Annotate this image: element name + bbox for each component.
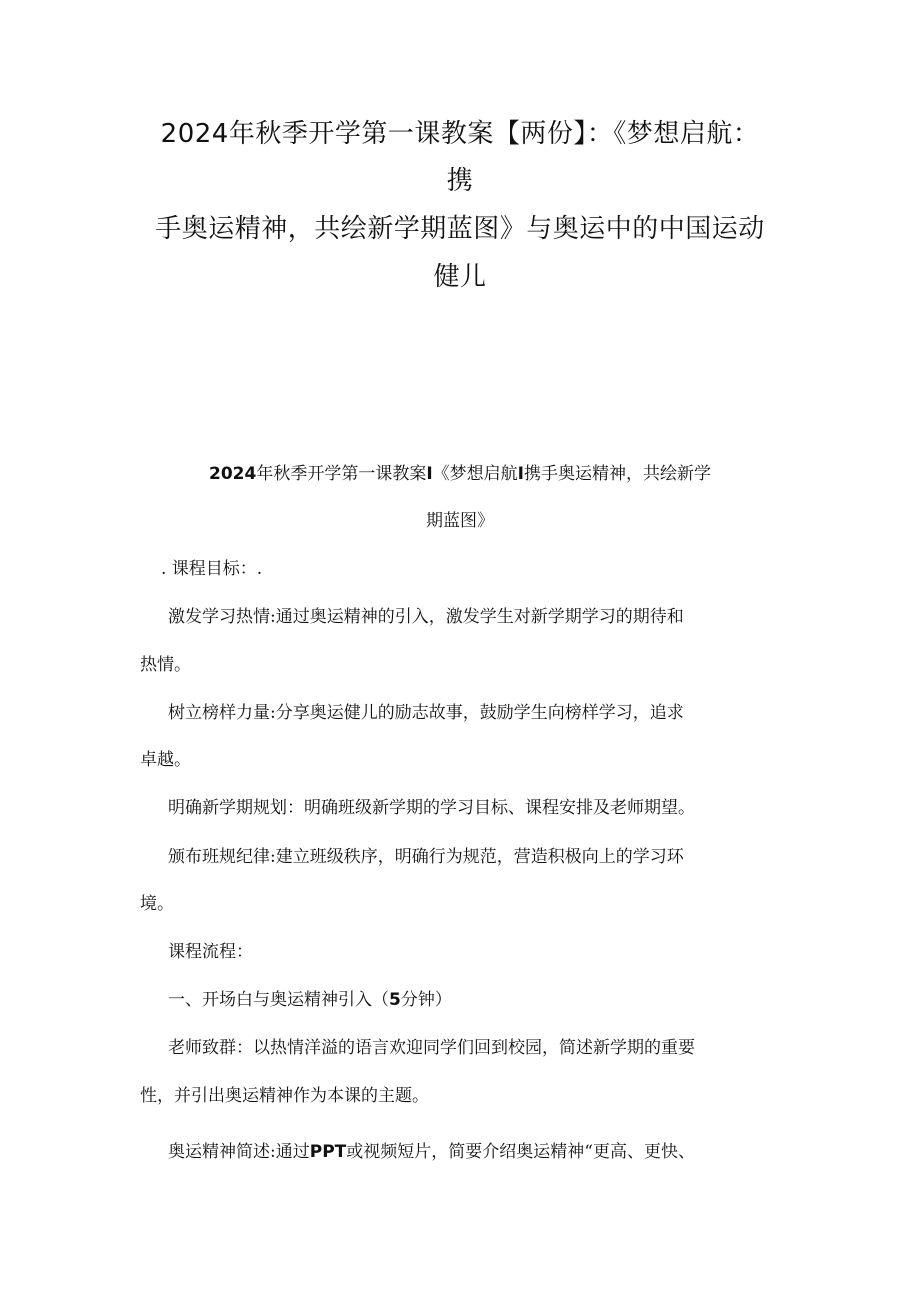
paragraph-goal-1-line-1: 激发学习热情:通过奥运精神的引入，激发学生对新学期学习的期待和 — [168, 607, 684, 627]
paragraph-goal-4-line-2: 境。 — [140, 894, 174, 914]
opening-heading-minutes: 5 — [389, 990, 401, 1010]
paragraph-goal-3: 明确新学期规划：明确班级新学期的学习目标、课程安排及老师期望。 — [168, 798, 695, 818]
section-course-goals-heading: . 课程目标：. — [161, 559, 263, 579]
main-title-line-3: 手奥运精神，共绘新学期蓝图》与奥运中的中国运动 — [155, 214, 765, 244]
opening-heading-part-b: 分钟） — [400, 990, 452, 1010]
section-opening-heading — [168, 988, 818, 1012]
sub-title-line-1 — [0, 462, 920, 486]
main-title-line-1: 2024年秋季开学第一课教案【两份】：《梦想启航： — [160, 119, 760, 149]
sub-title-part-c: 携手奥运精神，共绘新学 — [523, 464, 711, 484]
paragraph-goal-4-line-1: 颁布班规纪律:建立班级秩序，明确行为规范，营造积极向上的学习环 — [168, 847, 684, 867]
main-title-line-4: 健儿 — [433, 262, 487, 292]
sub-title-line-2: 期蓝图》 — [426, 511, 494, 531]
paragraph-teacher-greeting-line-1: 老师致群：以热情洋溢的语言欢迎同学们回到校园，简述新学期的重要 — [168, 1038, 695, 1058]
sub-title-separator-2: I — [517, 464, 524, 484]
olympic-spirit-ppt: PPT — [309, 1142, 347, 1162]
olympic-spirit-part-a: 奥运精神简述:通过 — [168, 1142, 310, 1162]
opening-heading-part-a: 一、开场白与奥运精神引入（ — [168, 990, 389, 1010]
paragraph-teacher-greeting-line-2: 性，并引出奥运精神作为本课的主题。 — [140, 1086, 429, 1106]
paragraph-goal-2-line-1: 树立榜样力量:分享奥运健儿的励志故事，鼓励学生向榜样学习，追求 — [168, 703, 684, 723]
paragraph-goal-2-line-2: 卓越。 — [140, 750, 191, 770]
main-title-line-2: 携 — [446, 166, 474, 196]
sub-title-separator-1: I — [426, 464, 433, 484]
paragraph-olympic-spirit-intro — [168, 1140, 818, 1164]
section-course-flow-heading: 课程流程： — [168, 942, 253, 962]
paragraph-goal-1-line-2: 热情。 — [140, 655, 191, 675]
sub-title-year: 2024 — [209, 464, 257, 484]
sub-title-part-a: 年秋季开学第一课教案 — [256, 464, 427, 484]
olympic-spirit-part-b: 或视频短片，简要介绍奥运精神“更高、更快、 — [346, 1142, 695, 1162]
sub-title-part-b: 《梦想启航 — [432, 464, 518, 484]
